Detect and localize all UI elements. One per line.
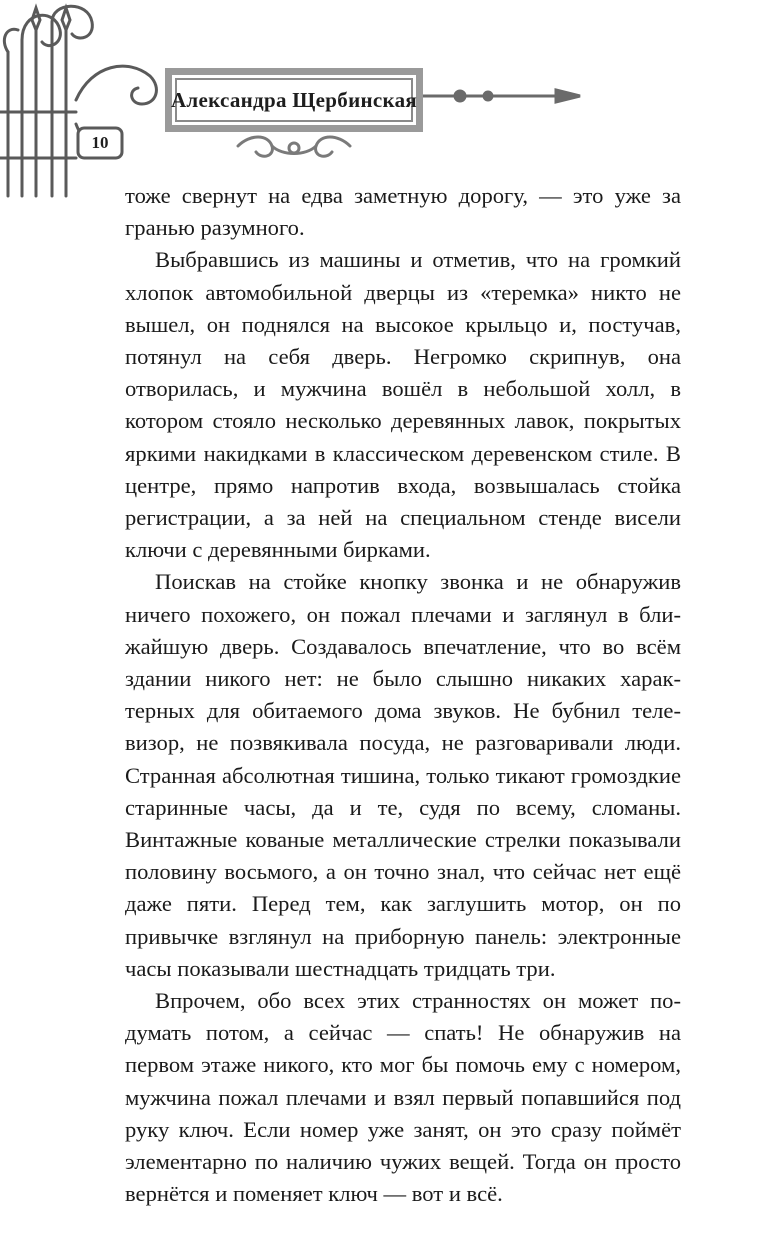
- page-number: 10: [91, 133, 109, 152]
- author-name: Александра Щербинская: [170, 87, 418, 112]
- paragraph-3: Поискав на стойке кнопку звонка и не обнаружив ничего похожего, он пожал плечами и заглянул в ближайшую дверь. Создавалось впечатление, что во всём здании никого нет: не было слышно никаких характерных для обитаемого дома звуков. Не бубнил телевизор, не позвякивала посуда, не разговаривали люди. Странная абсолютная тишина, только тикают громоздкие старинные часы, да и те, судя по всему, сломаны. Винтажные кованые металлические стрелки показывали половину восьмого, а он точно знал, что сейчас нет ещё даже пяти. Перед тем, как заглушить мотор, он по привычке взглянул на приборную панель: электронные часы показывали шестнадцать тридцать три.: [125, 569, 681, 981]
- paragraph-2: Выбравшись из машины и отметив, что на громкий хлопок автомобильной дверцы из «теремка» никто не вышел, он поднялся на высокое крыльцо и, постучав, потянул на себя дверь. Негромко скрипнув, она отворилась, и мужчина вошёл в небольшой холл, в котором стояло несколько деревянных лавок, покрытых яркими накидками в классическом деревенском стиле. В центре, прямо напротив входа, возвышалась стойка регистрации, а за ней на специальном стенде висели ключи с деревянными бирками.: [125, 247, 681, 563]
- body-text: [125, 180, 681, 1211]
- paragraph-4: Впрочем, обо всех этих странностях он может подумать потом, а сейчас — спать! Не обнаружив на первом этаже никого, кто мог бы помочь ему с номером, мужчина пожал плечами и взял первый попавшийся под руку ключ. Если номер уже занят, он это сразу поймёт элементарно по наличию чужих вещей. Тогда он просто вернётся и поменяет ключ — вот и всё.: [125, 988, 681, 1207]
- paragraph-1: тоже свернут на едва заметную дорогу, — это уже за гранью разумного.: [125, 183, 681, 241]
